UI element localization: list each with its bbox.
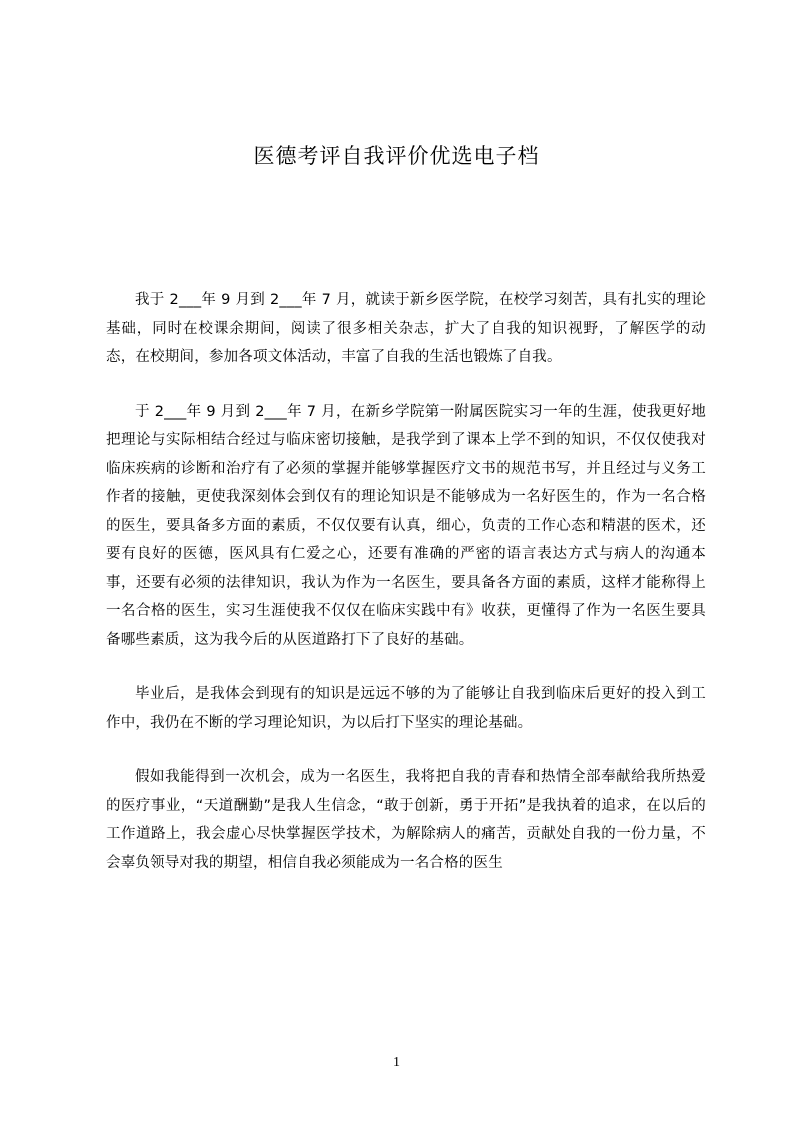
paragraph-internship: 于 2___年 9 月到 2___年 7 月，在新乡学院第一附属医院实习一年的生涯，使我更好地把理论与实际相结合经过与临床密切接触，是我学到了课本上学不到的知识，不仅仅使我对临床疾病的诊断和治疗有了必须的掌握并能够掌握医疗文书的规范书写，并且经过与义务工作者的接触，更使我深刻体会到仅有的理论知识是不能够成为一名好医生的，作为一名合格的医生，要具备多方面的素质，不仅仅要有认真，细心，负责的工作心态和精湛的医术，还要有良好的医德，医风具有仁爱之心，还要有准确的严密的语言表达方式与病人的沟通本事，还要有必须的法律知识，我认为作为一名医生，要具备各方面的素质，这样才能称得上一名合格的医生，实习生涯使我不仅仅在临床实践中有》收获，更懂得了作为一名医生要具备哪些素质，这为我今后的从医道路打下了良好的基础。 (106, 403, 706, 648)
paragraph-aspiration: 假如我能得到一次机会，成为一名医生，我将把自我的青春和热情全部奉献给我所热爱的医疗事业，“天道酬勤”是我人生信念，“敢于创新，勇于开拓”是我执着的追求，在以后的工作道路上，我会虚心尽快掌握医学技术，为解除病人的痛苦，贡献处自我的一份力量，不会辜负领导对我的期望，相信自我必须能成为一名合格的医生 (106, 769, 706, 871)
paragraph-education: 我于 2___年 9 月到 2___年 7 月，就读于新乡医学院，在校学习刻苦，具有扎实的理论基础，同时在校课余期间，阅读了很多相关杂志，扩大了自我的知识视野，了解医学的动态，在校期间，参加各项文体活动，丰富了自我的生活也锻炼了自我。 (106, 292, 707, 365)
paragraph-after-graduation: 毕业后，是我体会到现有的知识是远远不够的为了能够让自我到临床后更好的投入到工作中，我仍在不断的学习理论知识，为以后打下坚实的理论基础。 (106, 686, 706, 731)
page-number: 1 (393, 1055, 400, 1070)
document-title: 医德考评自我评价优选电子档 (253, 144, 540, 168)
document-body (106, 286, 706, 903)
